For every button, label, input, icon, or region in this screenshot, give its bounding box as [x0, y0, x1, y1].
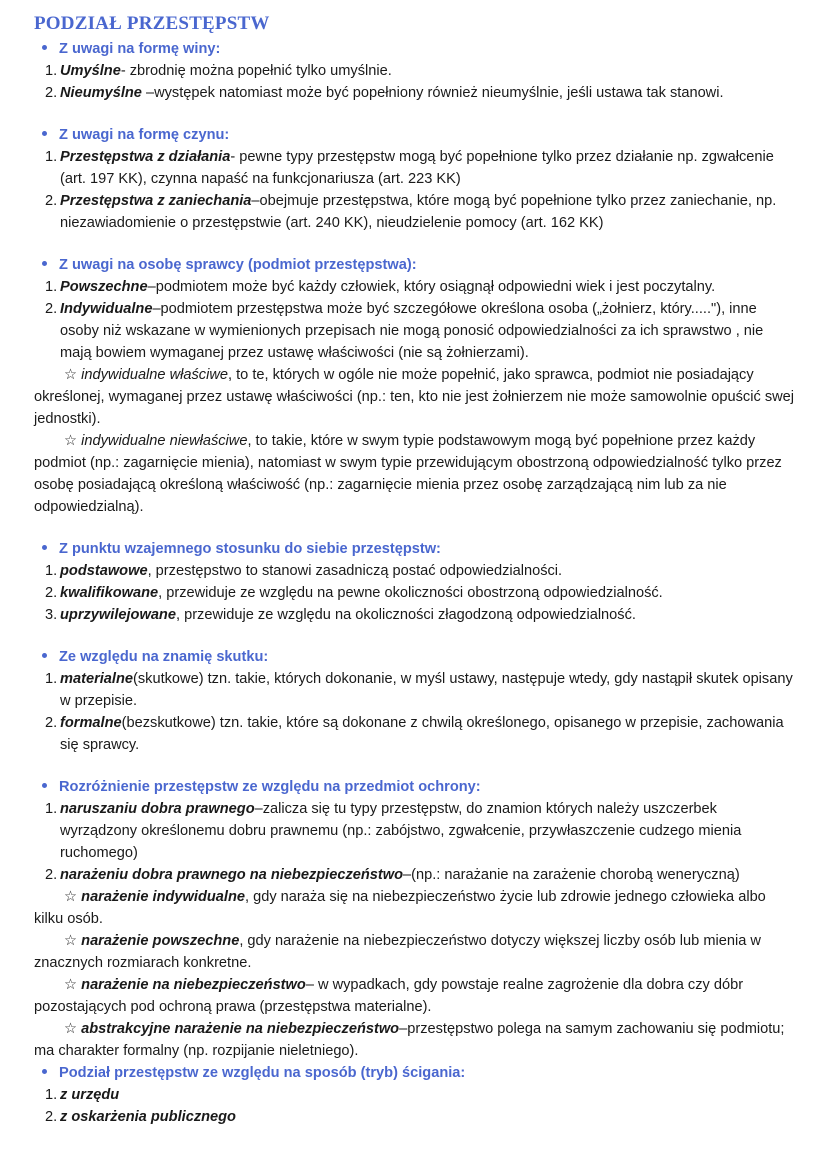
section-prosecution — [34, 1062, 798, 1128]
list-item: 2. z oskarżenia publicznego — [45, 1109, 236, 1125]
numbered-list — [34, 60, 798, 104]
sub-paragraph: ☆ abstrakcyjne narażenie na niebezpieczeństwo–przestępstwo polega na samym zachowaniu się podmiotu; ma charakter formalny (np. rozpijanie nieletniego). — [34, 1021, 785, 1059]
list-item: 2. formalne(bezskutkowe) tzn. takie, które są dokonane z chwilą określonego, opisanego w przepisie, zachowania się sprawcy. — [45, 715, 784, 753]
sub-paragraph: ☆ narażenie indywidualne, gdy naraża się na niebezpieczeństwo życie lub zdrowie jednego człowieka albo kilku osób. — [34, 889, 766, 927]
list-item: 1. Umyślne- zbrodnię można popełnić tylko umyślnie. — [45, 63, 392, 79]
section-heading: Podział przestępstw ze względu na sposób (tryb) ścigania: — [34, 1062, 798, 1084]
sub-paragraph: ☆ indywidualne niewłaściwe, to takie, które w swym typie podstawowym mogą być popełnione przez każdy podmiot (np.: zagarnięcie mienia), natomiast w swym typie przewidującym obostrzoną odpowiedzialność tylko przez osobę posiadającą określoną właściwość (np.: zagarnięcie mienia przez osobę zarządzającą nim lub za nie odpowiedzialną). — [34, 433, 782, 515]
numbered-list — [34, 560, 798, 626]
bullet-icon — [42, 783, 47, 788]
numbered-list — [34, 798, 798, 886]
section-heading: Rozróżnienie przestępstw ze względu na przedmiot ochrony: — [34, 776, 798, 798]
sub-paragraph: ☆ narażenie powszechne, gdy narażenie na niebezpieczeństwo dotyczy większej liczby osób lub mienia w znacznych rozmiarach konkretne. — [34, 933, 761, 971]
section-heading: Ze względu na znamię skutku: — [34, 646, 798, 668]
star-icon: ☆ — [64, 933, 78, 949]
section-guilt-form — [34, 38, 798, 104]
numbered-list — [34, 1084, 798, 1128]
section-heading: Z uwagi na formę winy: — [34, 38, 798, 60]
star-icon: ☆ — [64, 433, 78, 449]
bullet-icon — [42, 545, 47, 550]
bullet-icon — [42, 1069, 47, 1074]
bullet-icon — [42, 261, 47, 266]
list-item: 2. Nieumyślne –występek natomiast może być popełniony również nieumyślnie, jeśli ustawa tak stanowi. — [45, 85, 724, 101]
section-heading: Z uwagi na osobę sprawcy (podmiot przestępstwa): — [34, 254, 798, 276]
section-relation — [34, 538, 798, 626]
bullet-icon — [42, 45, 47, 50]
section-heading: Z uwagi na formę czynu: — [34, 124, 798, 146]
sub-paragraph: ☆ narażenie na niebezpieczeństwo– w wypadkach, gdy powstaje realne zagrożenie dla dobra czy dóbr pozostających pod ochroną prawa (przestępstwa materialne). — [34, 977, 744, 1015]
sub-paragraph: ☆ indywidualne właściwe, to te, których w ogóle nie może popełnić, jako sprawca, podmiot nie posiadający określonej, wymaganej przez ustawę właściwości (np.: ten, kto nie jest żołnierzem nie może samowolnie opuścić swej jednostki). — [34, 367, 795, 427]
list-item: 2. kwalifikowane, przewiduje ze względu na pewne okoliczności obostrzoną odpowiedzialność. — [45, 585, 663, 601]
star-icon: ☆ — [64, 977, 78, 993]
bullet-icon — [42, 653, 47, 658]
list-item: 1. materialne(skutkowe) tzn. takie, których dokonanie, w myśl ustawy, następuje wtedy, gdy nastąpił skutek opisany w przepisie. — [45, 671, 793, 709]
section-perpetrator — [34, 254, 798, 518]
star-icon: ☆ — [64, 889, 78, 905]
section-heading: Z punktu wzajemnego stosunku do siebie przestępstw: — [34, 538, 798, 560]
numbered-list — [34, 668, 798, 756]
list-item: 3. uprzywilejowane, przewiduje ze względu na okoliczności złagodzoną odpowiedzialność. — [45, 607, 636, 623]
numbered-list — [34, 146, 798, 234]
numbered-list — [34, 276, 798, 364]
section-effect — [34, 646, 798, 756]
list-item: 1. Przestępstwa z działania- pewne typy przestępstw mogą być popełnione tylko przez działanie np. zgwałcenie (art. 197 KK), czynna napaść na funkcjonariusza (art. 223 KK) — [45, 149, 774, 187]
list-item: 1. z urzędu — [45, 1087, 120, 1103]
bullet-icon — [42, 131, 47, 136]
star-icon: ☆ — [64, 367, 78, 383]
list-item: 2. Indywidualne–podmiotem przestępstwa może być szczegółowe określona osoba („żołnierz, który....."), inne osoby niż wskazane w wymienionych przepisach nie mogą ponosić odpowiedzialności za ich sprawstwo , nie mają bowiem wymaganej przez ustawę właściwości (nie są żołnierzami). — [45, 301, 764, 361]
section-act-form — [34, 124, 798, 234]
document-title: PODZIAŁ PRZESTĘPSTW — [34, 13, 270, 34]
star-icon: ☆ — [64, 1021, 78, 1037]
list-item: 2. narażeniu dobra prawnego na niebezpieczeństwo–(np.: narażanie na zarażenie chorobą weneryczną) — [45, 867, 740, 883]
list-item: 1. naruszaniu dobra prawnego–zalicza się tu typy przestępstw, do znamion których należy uszczerbek wyrządzony określonemu dobru prawnemu (np.: zabójstwo, zgwałcenie, przywłaszczenie cudzego mienia ruchomego) — [45, 801, 742, 861]
list-item: 1. Powszechne–podmiotem może być każdy człowiek, który osiągnął odpowiedni wiek i jest poczytalny. — [45, 279, 716, 295]
list-item: 2. Przestępstwa z zaniechania–obejmuje przestępstwa, które mogą być popełnione tylko przez zaniechanie, np. niezawiadomienie o przestępstwie (art. 240 KK), nieudzielenie pomocy (art. 162 KK) — [45, 193, 777, 231]
list-item: 1. podstawowe, przestępstwo to stanowi zasadniczą postać odpowiedzialności. — [45, 563, 563, 579]
section-protection — [34, 776, 798, 1062]
